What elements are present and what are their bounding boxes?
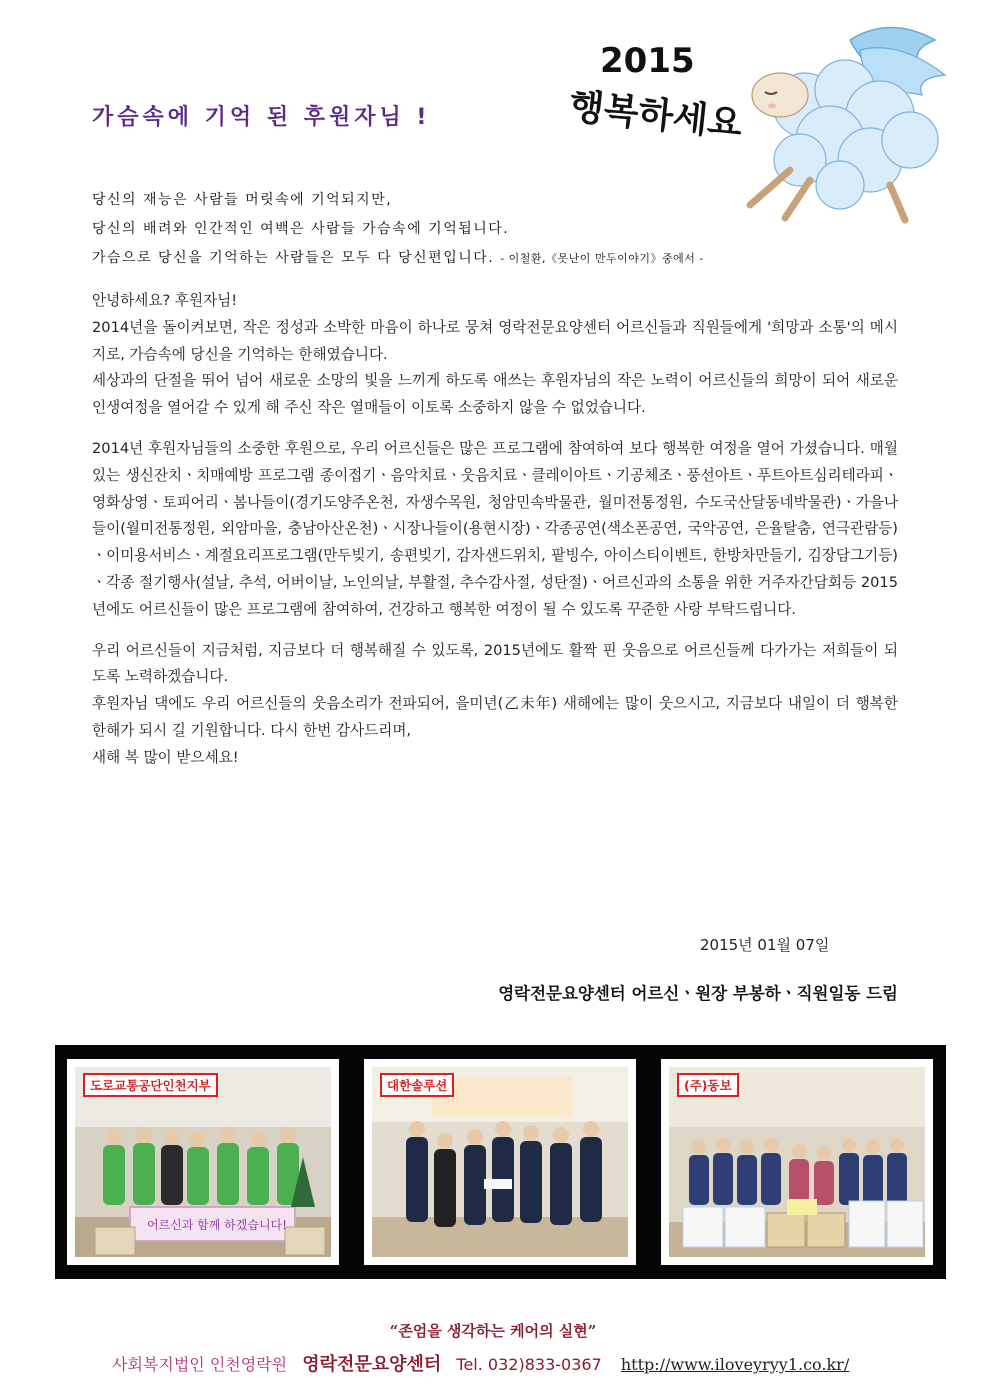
letter-date: 2015년 01월 07일 <box>700 936 830 954</box>
paragraph-review: 2014년을 돌이켜보면, 작은 정성과 소박한 마음이 하나로 뭉쳐 영락전문요양센터 어르신들과 직원들에게 '희망과 소통'의 메시지로, 가슴속에 당신을 기억하는 한해였습니다. <box>92 318 898 363</box>
footer-corporation: 사회복지법인 인천영락원 <box>112 1355 288 1374</box>
paragraph-wishes: 후원자님 댁에도 우리 어르신들의 웃음소리가 전파되어, 을미년(乙未年) 새해에는 많이 웃으시고, 지금보다 내일이 더 행복한 한해가 되시 길 기원합니다. 다시 한번 감사드리며, <box>92 695 898 739</box>
footer-website-link[interactable]: http://www.iloveyryy1.co.kr/ <box>620 1355 850 1374</box>
quote-block <box>92 186 912 273</box>
footer-telephone: Tel. 032)833-0367 <box>456 1355 602 1374</box>
photo-stamp-1 <box>67 1059 339 1265</box>
photo-3-label: (주)동보 <box>677 1073 739 1097</box>
photo-stamp-2 <box>364 1059 636 1265</box>
photo-stamp-strip <box>55 1045 946 1279</box>
footer-org-name: 영락전문요양센터 <box>302 1354 442 1375</box>
letter-signature: 영락전문요양센터 어르신ㆍ원장 부봉하ㆍ직원일동 드림 <box>498 984 898 1003</box>
footer-contact <box>112 1350 849 1376</box>
photo-stamp-3 <box>661 1059 933 1265</box>
photo-2-label: 대한솔루션 <box>380 1073 454 1097</box>
quote-source: - 이철환,《못난이 만두이야기》중에서 - <box>500 252 704 265</box>
paragraph-promise: 우리 어르신들이 지금처럼, 지금보다 더 행복해질 수 있도록, 2015년에도 활짝 핀 웃음으로 어르신들께 다가가는 저희들이 되도록 노력하겠습니다. <box>92 641 898 686</box>
paragraph-thanks: 세상과의 단절을 뛰어 넘어 새로운 소망의 빛을 느끼게 하도록 애쓰는 후원자님의 작은 노력이 어르신들의 희망이 되어 새로운 인생여정을 열어갈 수 있게 해 주신 작은 열매들이 이토록 소중하지 않을 수 없었습니다. <box>92 372 898 417</box>
quote-line-3 <box>92 244 912 273</box>
footer-motto: “존엄을 생각하는 케어의 실현” <box>389 1322 597 1340</box>
deco-greeting: 행복하세요 <box>567 86 745 146</box>
letter-body <box>92 288 898 772</box>
greeting-paragraph: 안녕하세요? 후원자님! <box>92 292 238 309</box>
photo-1-label: 도로교통공단인천지부 <box>83 1073 218 1097</box>
deco-year: 2015 <box>600 41 695 81</box>
quote-line-1: 당신의 재능은 사람들 머릿속에 기억되지만, <box>92 192 393 208</box>
paragraph-programs: 2014년 후원자님들의 소중한 후원으로, 우리 어르신들은 많은 프로그램에 참여하여 보다 행복한 여정을 열어 가셨습니다. 매월 있는 생신잔치ㆍ치매예방 프로그램 종이접기ㆍ음악치료ㆍ웃음치료ㆍ클레이아트ㆍ기공체조ㆍ풍선아트ㆍ푸트아트심리테라피ㆍ영화상영ㆍ토피어리ㆍ봄나들이(경기도양주온천, 자생수목원, 청암민속박물관, 월미전통정원, 수도국산달동네박물관)ㆍ가을나들이(월미전통정원, 외암마을, 충남아산온천)ㆍ시장나들이(용현시장)ㆍ각종공연(색소폰공연, 국악공연, 은율탈춤, 연극관람등)ㆍ이미용서비스ㆍ계절요리프로그램(만두빚기, 송편빚기, 감자샌드위치, 팥빙수, 아이스티이벤트, 한방차만들기, 김장담그기등)ㆍ각종 절기행사(설날, 추석, 어버이날, 노인의날, 부활절, 추수감사절, 성탄절)ㆍ어르신과의 소통을 위한 거주자간담회등 2015년에도 어르신들이 많은 프로그램에 참여하여, 건강하고 행복한 여정이 될 수 있도록 꾸준한 사랑 부탁드립니다. <box>92 439 898 618</box>
paragraph-closing: 새해 복 많이 받으세요! <box>92 748 239 766</box>
letter-headline: 가슴속에 기억 된 후원자님 ! <box>92 105 431 130</box>
quote-line-2: 당신의 배려와 인간적인 여백은 사람들 가슴속에 기억됩니다. <box>92 221 510 237</box>
quote-line-3-text: 가슴으로 당신을 기억하는 사람들은 모두 다 당신편입니다. <box>92 250 495 266</box>
banner-text: 어르신과 함께 하겠습니다! <box>147 1218 287 1232</box>
